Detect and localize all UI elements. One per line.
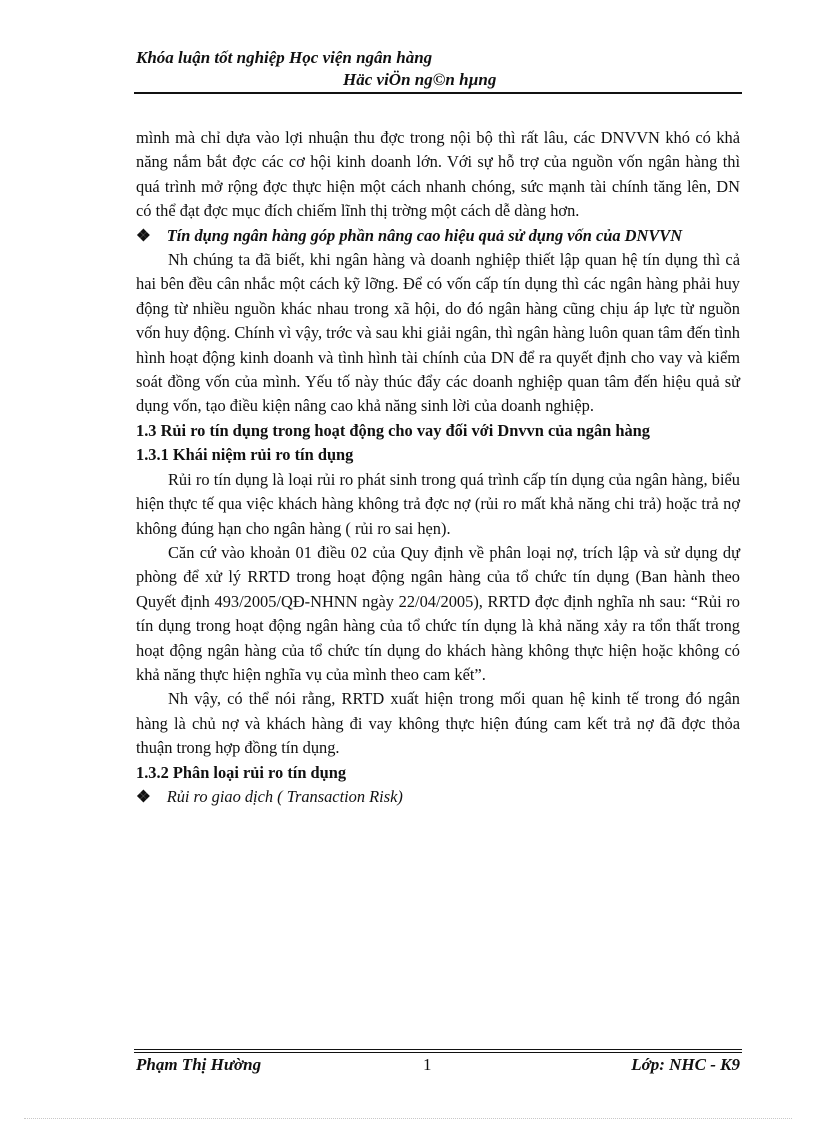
footer-page-number: 1 [423, 1055, 432, 1074]
paragraph-3: Rủi ro tín dụng là loại rủi ro phát sinh trong quá trình cấp tín dụng của ngân hàng, biểu hiện thực tế qua việc khách hàng không trả đợc nợ (rủi ro mất khả năng chi trả) hoặc trả nợ không đúng hạn cho ngân hàng ( rủi ro sai hẹn). [136, 469, 740, 538]
page-body [136, 126, 740, 809]
section-heading-1-3: 1.3 Rủi ro tín dụng trong hoạt động cho vay đối với Dnvvn của ngân hàng [136, 420, 650, 440]
footer-author: Phạm Thị Hường [136, 1055, 262, 1074]
footer-class: Lớp: NHC - K9 [631, 1055, 740, 1074]
bullet-diamond-icon: ❖ [136, 225, 151, 245]
header-divider [134, 92, 742, 94]
header-subtitle: Häc viÖn ng©n hµng [343, 70, 497, 89]
section-heading-1-3-2: 1.3.2 Phân loại rủi ro tín dụng [136, 762, 347, 782]
bullet-heading-2 [136, 785, 740, 809]
footer-divider-top [134, 1049, 742, 1050]
bullet-diamond-icon-2: ❖ [136, 786, 151, 806]
bullet-heading-1 [136, 224, 740, 248]
bullet-heading-1-text: Tín dụng ngân hàng góp phần nâng cao hiệu quả sử dụng vốn của DNVVN [166, 225, 683, 245]
page-edge-divider [24, 1118, 792, 1119]
header-title: Khóa luận tốt nghiệp Học viện ngân hàng [136, 48, 433, 67]
bullet-heading-2-text: Rủi ro giao dịch ( Transaction Risk) [166, 786, 403, 806]
paragraph-4: Căn cứ vào khoản 01 điều 02 của Quy định về phân loại nợ, trích lập và sử dụng dự phòng để xử lý RRTD trong hoạt động ngân hàng của tổ chức tín dụng (Ban hành theo Quyết định 493/2005/QĐ-NHNN ngày 22/04/2005), RRTD đợc định nghĩa nh sau: “Rủi ro tín dụng trong hoạt động ngân hàng của tổ chức tín dụng là khả năng xảy ra tổn thất trong hoạt động ngân hàng của tổ chức tín dụng do khách hàng không thực hiện hoặc không có khả năng thực hiện nghĩa vụ của mình theo cam kết”. [136, 542, 740, 684]
paragraph-1: mình mà chỉ dựa vào lợi nhuận thu đợc trong nội bộ thì rất lâu, các DNVVN khó có khả năng nắm bắt đợc các cơ hội kinh doanh lớn. Với sự hỗ trợ của nguồn vốn ngân hàng thì quá trình mở rộng đợc thực hiện một cách nhanh chóng, sức mạnh tài chính tăng lên, DN có thể đạt đợc mục đích chiếm lĩnh thị trờng một cách dễ dàng hơn. [136, 128, 740, 221]
section-heading-1-3-1: 1.3.1 Khái niệm rủi ro tín dụng [136, 445, 354, 465]
paragraph-2: Nh chúng ta đã biết, khi ngân hàng và doanh nghiệp thiết lập quan hệ tín dụng thì cả hai bên đều cân nhắc một cách kỹ lỡng. Để có vốn cấp tín dụng thì các ngân hàng phải huy động từ nhiều nguồn khác nhau trong xã hội, do đó ngân hàng cũng chịu áp lực từ nguồn vốn huy động. Chính vì vậy, trớc và sau khi giải ngân, thì ngân hàng luôn quan tâm đến tình hình hoạt động kinh doanh và tình hình tài chính của DN để ra quyết định cho vay và kiểm soát đồng vốn của mình. Yếu tố này thúc đẩy các doanh nghiệp quan tâm đến hiệu quả sử dụng vốn, tạo điều kiện nâng cao khả năng sinh lời của doanh nghiệp. [136, 250, 740, 416]
footer-divider-bottom [134, 1052, 742, 1053]
paragraph-5: Nh vậy, có thể nói rằng, RRTD xuất hiện trong mối quan hệ kinh tế trong đó ngân hàng là chủ nợ và khách hàng đi vay không thực hiện đúng cam kết trả nợ đã đợc thỏa thuận trong hợp đồng tín dụng. [136, 689, 740, 758]
